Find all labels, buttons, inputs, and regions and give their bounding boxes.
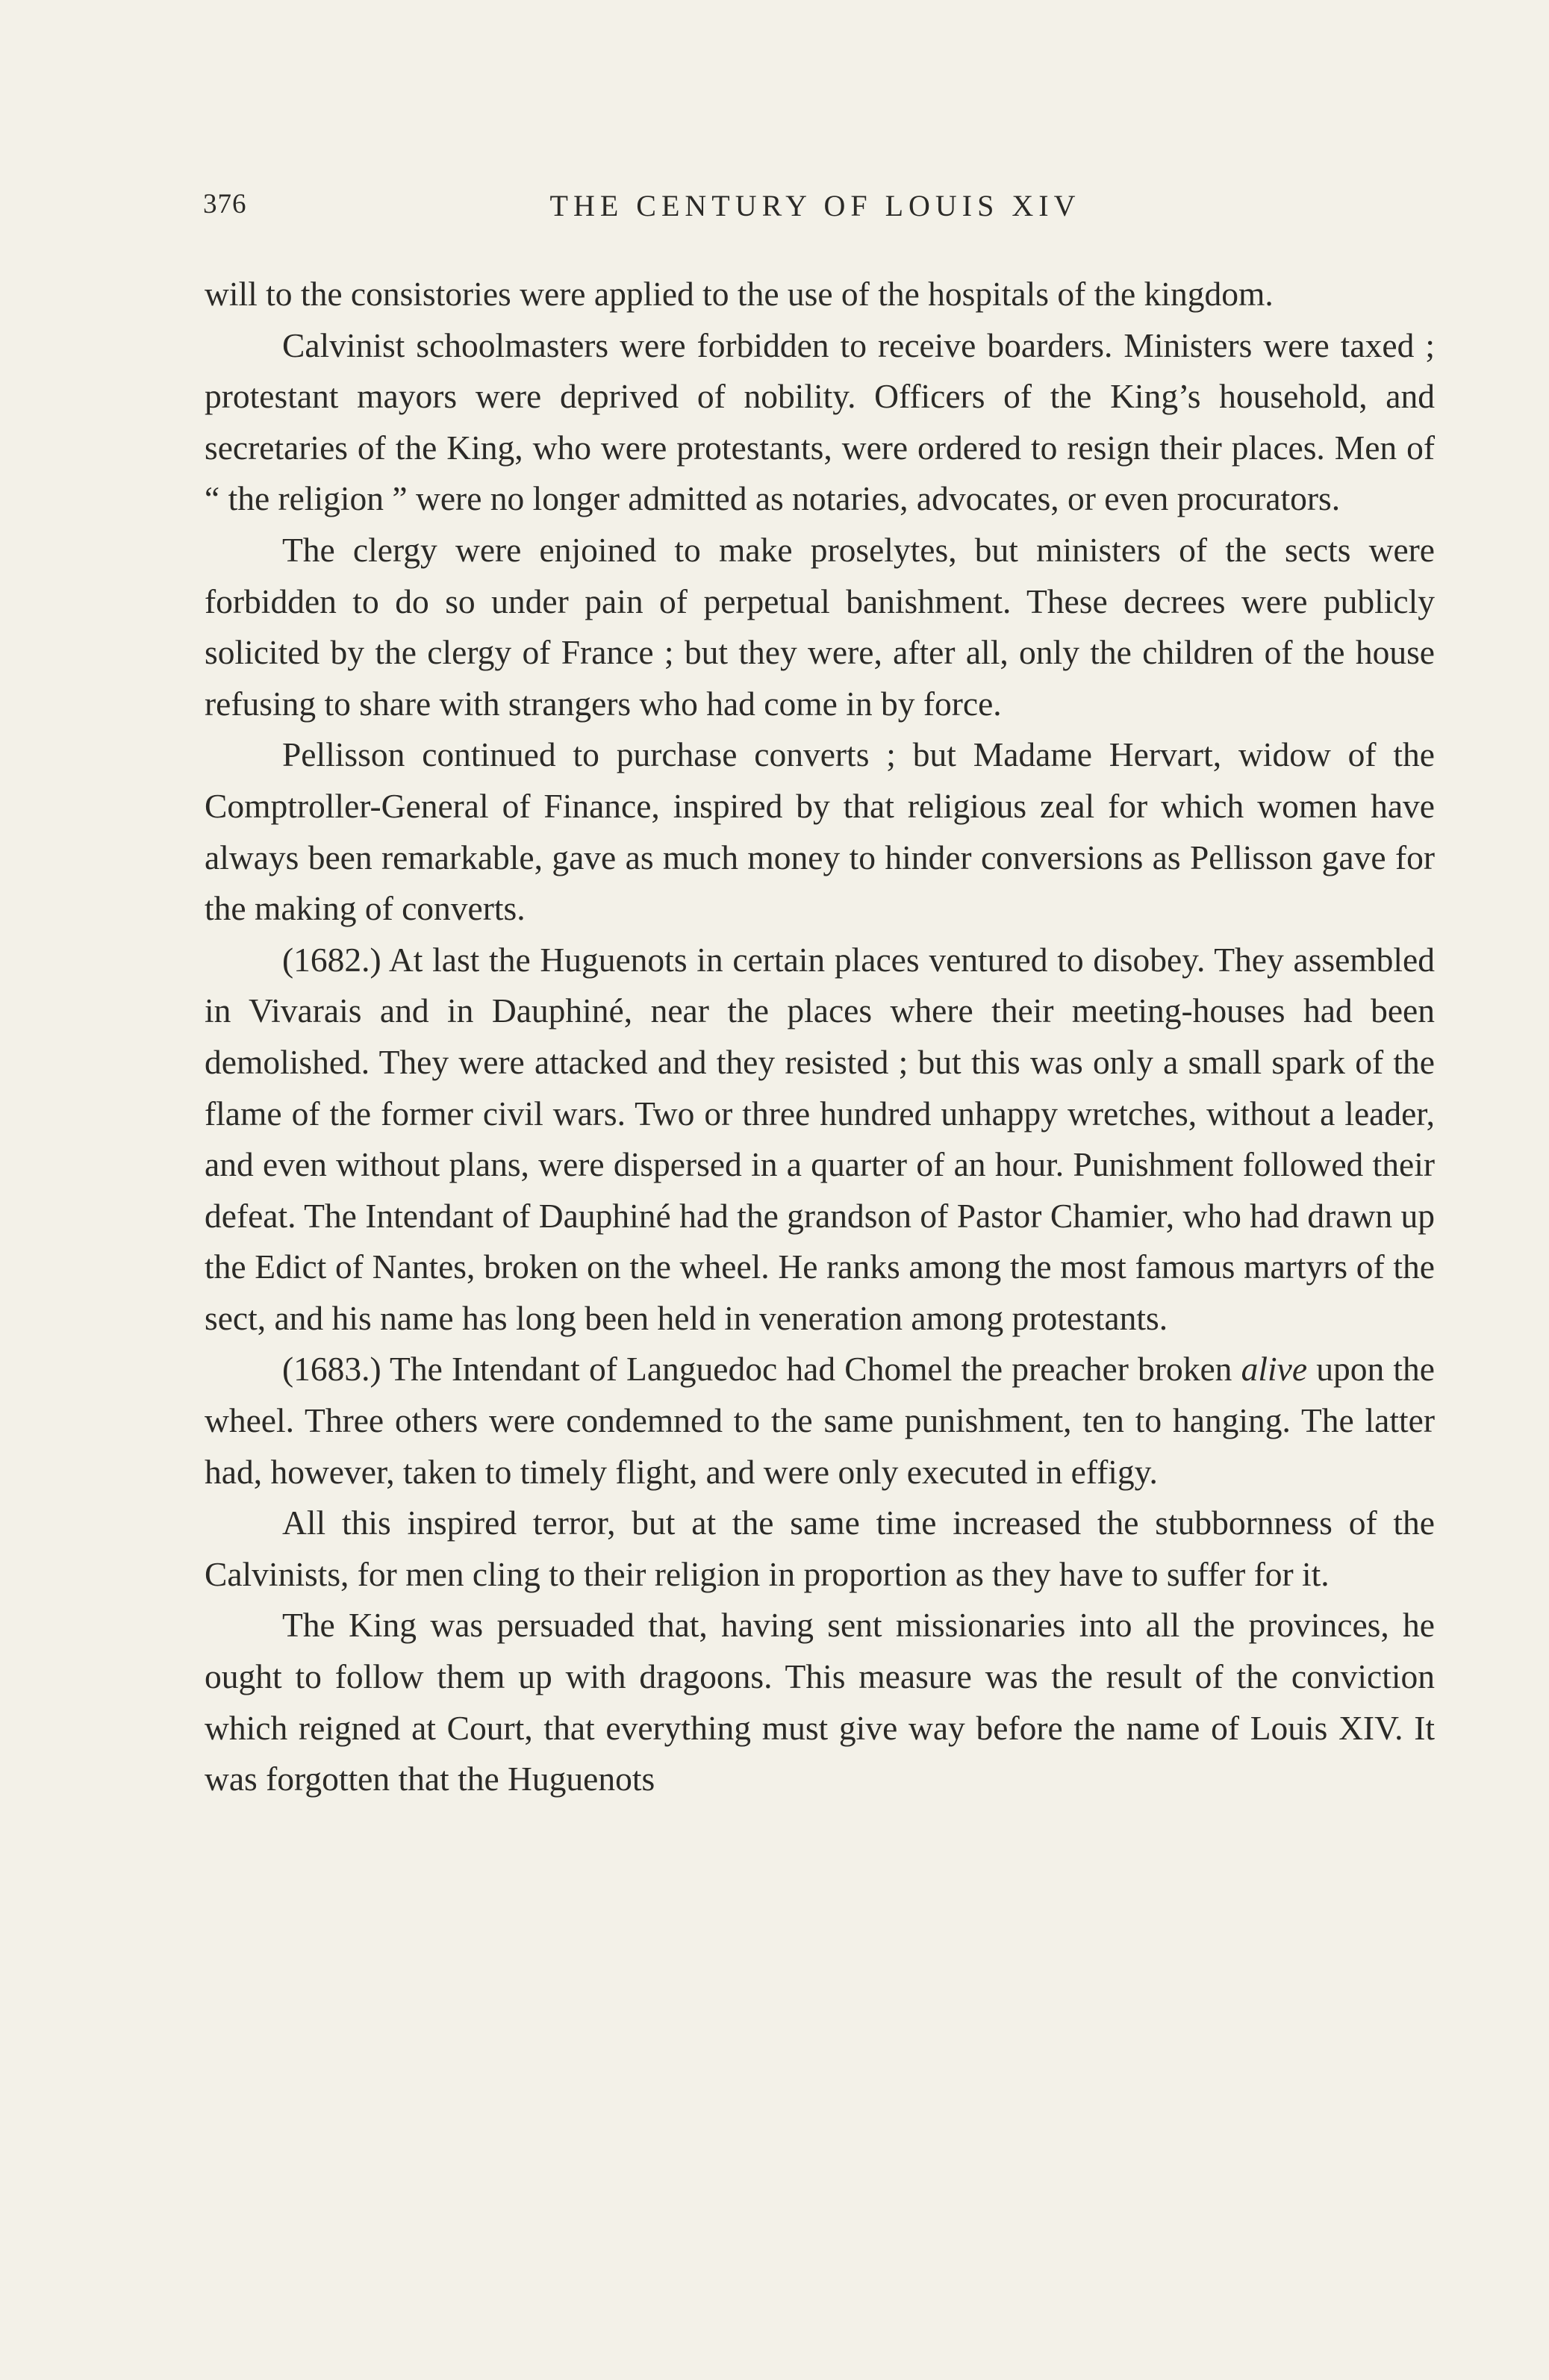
paragraph-continuation: will to the consistories were applied to the use of the hospitals of the kingdom.: [205, 275, 1274, 313]
body-text: [205, 269, 1435, 1805]
paragraph-pellisson: Pellisson continued to purchase converts ; but Madame Hervart, widow of the Comptroller-General of Finance, inspired by that religious zeal for which women have always been remarkable, gave as much money to hinder conversions as Pellisson gave for the making of converts.: [205, 735, 1435, 928]
paragraph-1683-start: (1683.) The Intendant of Languedoc had Chomel the preacher broken: [282, 1350, 1241, 1389]
paragraph-1683: [205, 1344, 1435, 1498]
page-number: 376: [203, 189, 247, 219]
paragraph-calvinist-schoolmasters: Calvinist schoolmasters were forbidden to receive boarders. Ministers were taxed ; protestant mayors were deprived of nobility. Officers of the King’s household, and secretaries of the King, who were protestants, were ordered to resign their places. Men of “ the religion ” were no longer admitted as notaries, advocates, or even procurators.: [205, 325, 1435, 518]
paragraph-1683-rest: upon the wheel. Three others were condemned to the same punishment, ten to hanging. The latter had, however, taken to timely flight, and were only executed in effigy.: [205, 1350, 1435, 1491]
page-header: [203, 188, 1436, 233]
paragraph-terror: All this inspired terror, but at the same time increased the stubbornness of the Calvinists, for men cling to their religion in proportion as they have to suffer for it.: [205, 1504, 1435, 1593]
running-title: THE CENTURY OF LOUIS XIV: [549, 189, 1081, 222]
paragraph-1682: (1682.) At last the Huguenots in certain places ventured to disobey. They assembled in Vivarais and in Dauphiné, near the places where their meeting-houses had been demolished. They were attacked and they resisted ; but this was only a small spark of the flame of the former civil wars. Two or three hundred unhappy wretches, without a leader, and even without plans, were dispersed in a quarter of an hour. Punishment followed their defeat. The Intendant of Dauphiné had the grandson of Pastor Chamier, who had drawn up the Edict of Nantes, broken on the wheel. He ranks among the most famous martyrs of the sect, and his name has long been held in veneration among protestants.: [205, 940, 1435, 1337]
paragraph-king-dragoons: The King was persuaded that, having sent missionaries into all the provinces, he ought to follow them up with dragoons. This measure was the result of the conviction which reigned at Court, that everything must give way before the name of Louis XIV. It was forgotten that the Huguenots: [205, 1606, 1435, 1798]
italic-word-alive: alive: [1241, 1350, 1308, 1389]
paragraph-clergy-proselytes: The clergy were enjoined to make proselytes, but ministers of the sects were forbidden to do so under pain of perpetual banishment. These decrees were publicly solicited by the clergy of France ; but they were, after all, only the children of the house refusing to share with strangers who had come in by force.: [205, 530, 1435, 723]
